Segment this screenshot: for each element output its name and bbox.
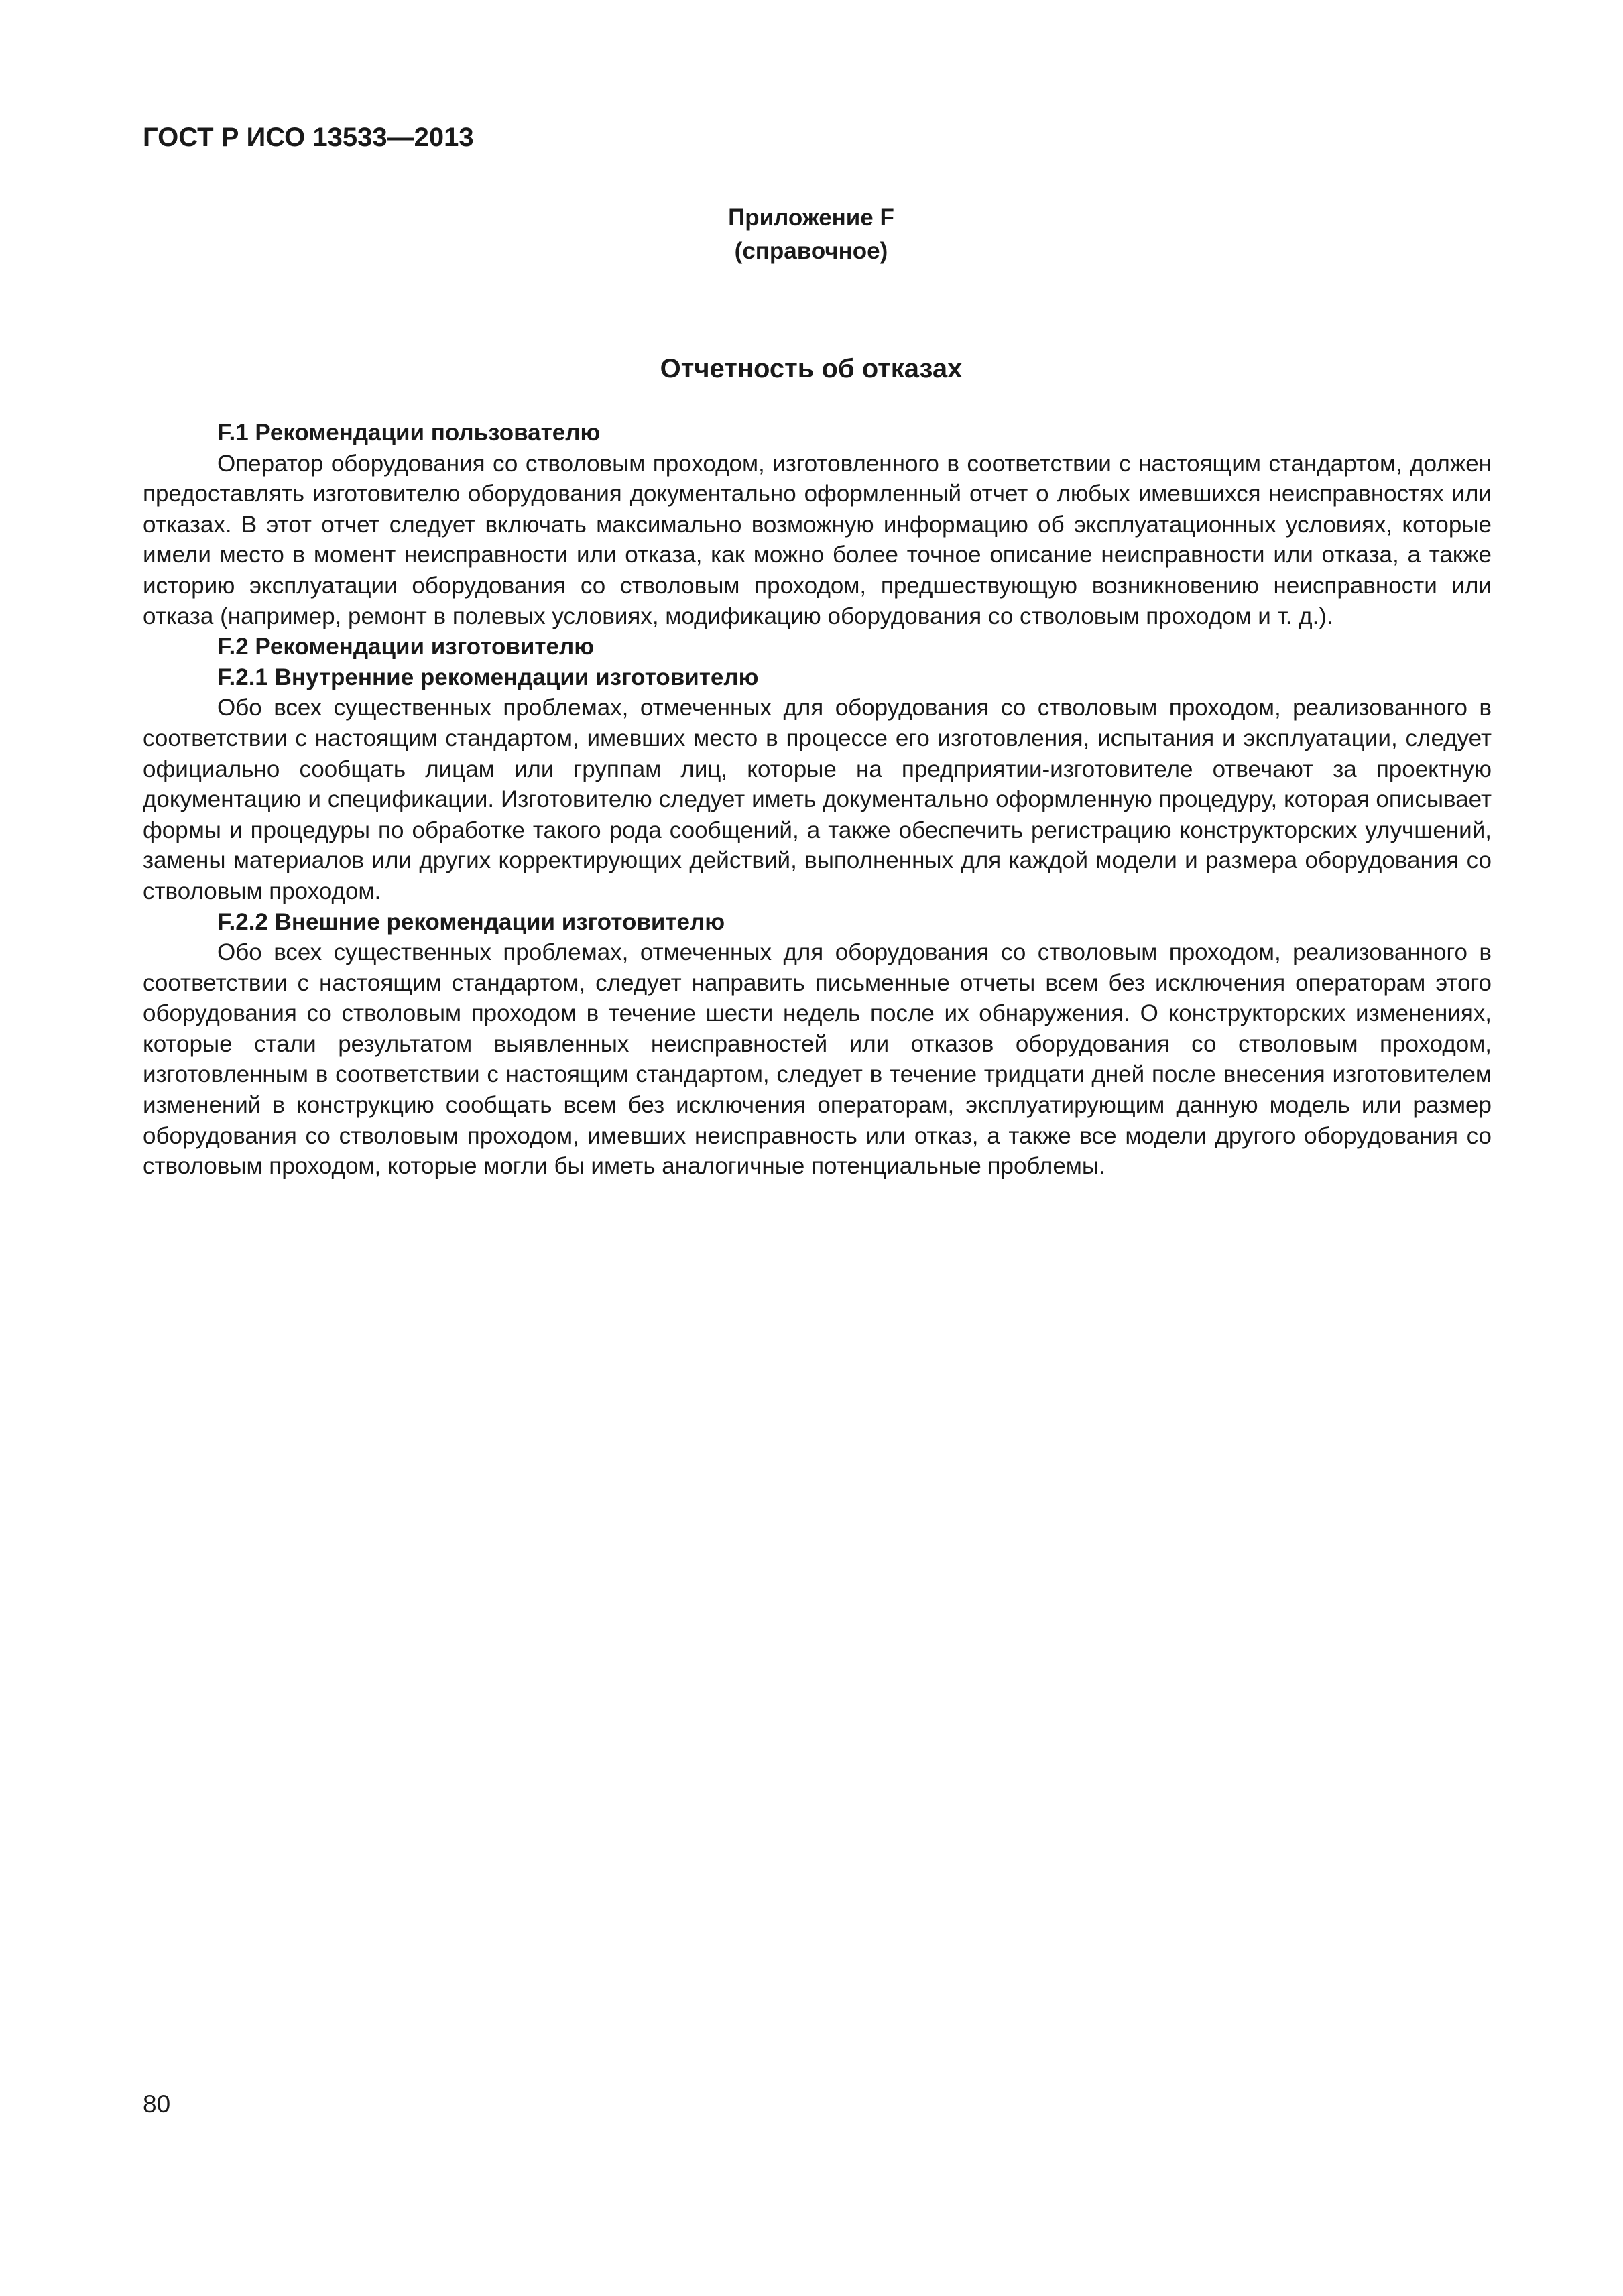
annex-label: Приложение F — [728, 204, 894, 231]
section-text-f1: Оператор оборудования со стволовым проходом, изготовленного в соответствии с настоящим стандартом, должен предоставлять изготовителю оборудования документально оформленный отчет о любых имевшихся неисправностях или отказах. В этот отчет следует включать максимально возможную информацию об эксплуатационных условиях, которые имели место в момент неисправности или отказа, как можно более точное описание неисправности или отказа, а также историю эксплуатации оборудования со стволовым проходом, предшествующую возникновению неисправности или отказа (например, ремонт в полевых условиях, модификацию оборудования со стволовым проходом и т. д.). — [143, 450, 1492, 629]
document-code: ГОСТ Р ИСО 13533—2013 — [143, 123, 474, 152]
section-text-f2-2: Обо всех существенных проблемах, отмеченных для оборудования со стволовым проходом, реализованного в соответствии с настоящим стандартом, следует направить письменные отчеты всем без исключения операторам этого оборудования со стволовым проходом в течение шести недель после их обнаружения. О конструкторских изменениях, которые стали результатом выявленных неисправностей или отказов оборудования со стволовым проходом, изготовленным в соответствии с настоящим стандартом, следует в течение тридцати дней после внесения изготовителем изменений в конструкцию сообщать всем без исключения операторам, эксплуатирующим данную модель или размер оборудования со стволовым проходом, имевших неисправность или отказ, а также все модели другого оборудования со стволовым проходом, которые могли бы иметь аналогичные потенциальные проблемы. — [143, 939, 1492, 1180]
section-heading-f1: F.1 Рекомендации пользователю — [217, 420, 601, 446]
section-heading-f2-1: F.2.1 Внутренние рекомендации изготовителю — [217, 664, 759, 690]
section-heading-f2: F.2 Рекомендации изготовителю — [217, 633, 595, 660]
section-text-f2-1: Обо всех существенных проблемах, отмеченных для оборудования со стволовым проходом, реализованного в соответствии с настоящим стандартом, имевших место в процессе его изготовления, испытания и эксплуатации, следует официально сообщать лицам или группам лиц, которые на предприятии-изготовителе отвечают за проектную документацию и спецификации. Изготовителю следует иметь документально оформленную процедуру, которая описывает формы и процедуры по обработке такого рода сообщений, а также обеспечить регистрацию конструкторских улучшений, замены материалов или других корректирующих действий, выполненных для каждой модели и размера оборудования со стволовым проходом. — [143, 694, 1492, 904]
page-title: Отчетность об отказах — [660, 354, 963, 383]
annex-type: (справочное) — [734, 238, 888, 264]
document-body — [143, 418, 1492, 1182]
page-number: 80 — [143, 2090, 171, 2118]
annex-heading — [577, 201, 1046, 268]
section-heading-f2-2: F.2.2 Внешние рекомендации изготовителю — [217, 908, 725, 935]
